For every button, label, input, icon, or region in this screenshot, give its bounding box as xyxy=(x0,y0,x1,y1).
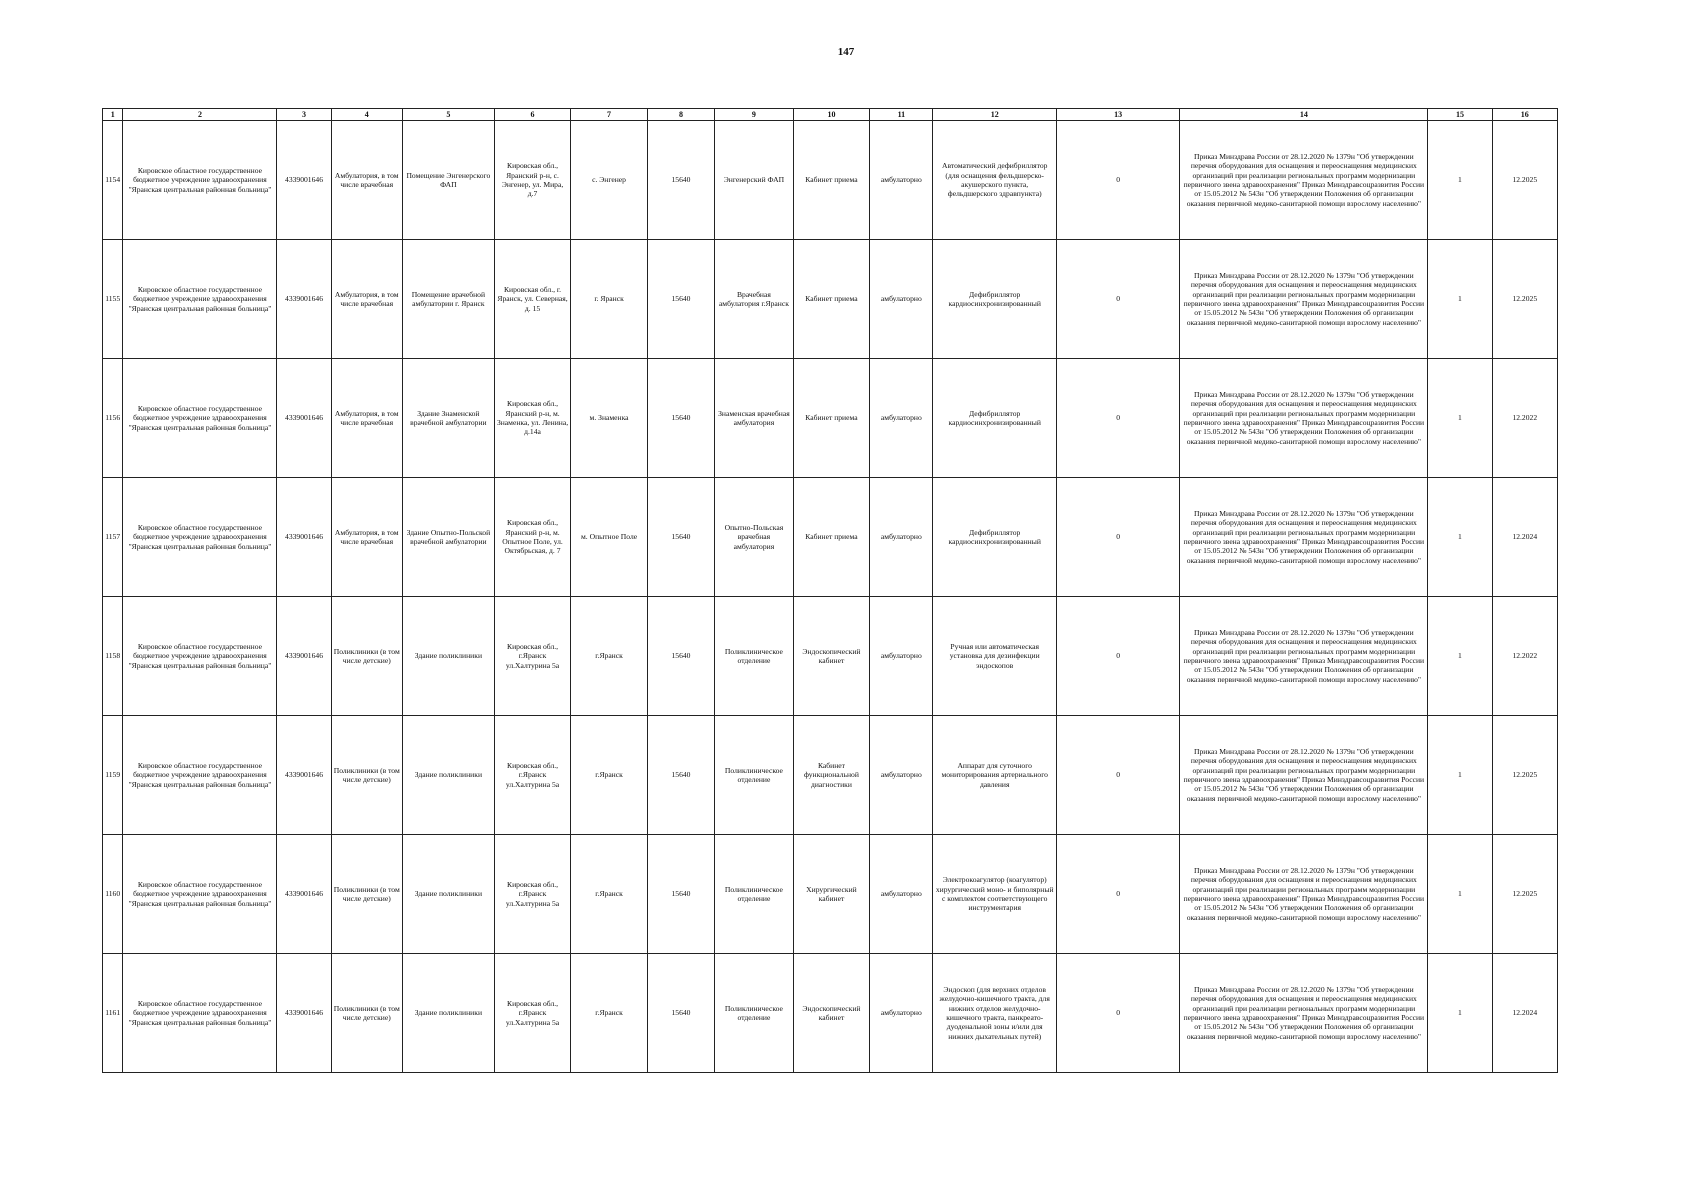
table-row xyxy=(103,478,1558,597)
building-name-cell: Здание поликлиники xyxy=(402,716,494,835)
quantity-cell: 0 xyxy=(1056,478,1179,597)
inn-cell: 4339001646 xyxy=(277,478,331,597)
table-row xyxy=(103,121,1558,240)
department-cell: Знаменская врачебная амбулатория xyxy=(715,359,794,478)
organization-name-cell: Кировское областное государственное бюджетное учреждение здравоохранения "Яранская центральная районная больница" xyxy=(123,954,277,1073)
row-number-cell: 1154 xyxy=(103,121,123,240)
address-cell: Кировская обл., г. Яранск, ул. Северная, д. 15 xyxy=(494,240,571,359)
column-number-header: 11 xyxy=(870,109,933,121)
building-name-cell: Здание поликлиники xyxy=(402,597,494,716)
row-number-cell: 1157 xyxy=(103,478,123,597)
needed-quantity-cell: 1 xyxy=(1428,240,1492,359)
equipment-name-cell: Дефибриллятор кардиосинхронизированный xyxy=(933,478,1056,597)
column-number-header: 9 xyxy=(715,109,794,121)
needed-quantity-cell: 1 xyxy=(1428,835,1492,954)
quantity-cell: 0 xyxy=(1056,359,1179,478)
inn-cell: 4339001646 xyxy=(277,240,331,359)
address-cell: Кировская обл., г.Яранск ул.Халтурина 5а xyxy=(494,716,571,835)
column-number-header: 6 xyxy=(494,109,571,121)
row-number-cell: 1160 xyxy=(103,835,123,954)
needed-quantity-cell: 1 xyxy=(1428,478,1492,597)
column-number-header: 14 xyxy=(1180,109,1428,121)
settlement-cell: г. Яранск xyxy=(571,240,648,359)
room-name-cell: Кабинет приема xyxy=(793,478,870,597)
address-cell: Кировская обл., г.Яранск ул.Халтурина 5а xyxy=(494,597,571,716)
address-cell: Кировская обл., Яранский р-н, м. Опытное Поле, ул. Октябрьская, д. 7 xyxy=(494,478,571,597)
inn-cell: 4339001646 xyxy=(277,597,331,716)
building-name-cell: Помещение врачебной амбулатории г. Яранск xyxy=(402,240,494,359)
regulatory-documents-cell: Приказ Минздрава России от 28.12.2020 № 1379н "Об утверждении перечня оборудования для оснащения и переоснащения медицинских организаций при реализации региональных программ модернизации первичного звена здравоохранения" Приказ Минздравсоцразвития России от 15.05.2012 № 543н "Об утверждении Положения об организации оказания первичной медико-санитарной помощи взрослому населению" xyxy=(1180,240,1428,359)
organization-name-cell: Кировское областное государственное бюджетное учреждение здравоохранения "Яранская центральная районная больница" xyxy=(123,716,277,835)
building-name-cell: Здание Знаменской врачебной амбулатории xyxy=(402,359,494,478)
facility-type-cell: Поликлиники (в том числе детские) xyxy=(331,954,402,1073)
facility-type-cell: Амбулатория, в том числе врачебная xyxy=(331,359,402,478)
row-number-cell: 1161 xyxy=(103,954,123,1073)
column-number-header: 1 xyxy=(103,109,123,121)
organization-name-cell: Кировское областное государственное бюджетное учреждение здравоохранения "Яранская центральная районная больница" xyxy=(123,240,277,359)
organization-name-cell: Кировское областное государственное бюджетное учреждение здравоохранения "Яранская центральная районная больница" xyxy=(123,478,277,597)
table-row xyxy=(103,359,1558,478)
due-date-cell: 12.2025 xyxy=(1492,240,1557,359)
row-number-cell: 1159 xyxy=(103,716,123,835)
organization-name-cell: Кировское областное государственное бюджетное учреждение здравоохранения "Яранская центральная районная больница" xyxy=(123,835,277,954)
column-number-header: 5 xyxy=(402,109,494,121)
equipment-name-cell: Дефибриллятор кардиосинхронизированный xyxy=(933,359,1056,478)
department-cell: Поликлиническое отделение xyxy=(715,716,794,835)
equipment-name-cell: Электрокоагулятор (коагулятор) хирургический моно- и биполярный с комплектом соответствующего инструментария xyxy=(933,835,1056,954)
due-date-cell: 12.2022 xyxy=(1492,597,1557,716)
quantity-cell: 0 xyxy=(1056,835,1179,954)
address-cell: Кировская обл., Яранский р-н, м. Знаменка, ул. Ленина, д.14а xyxy=(494,359,571,478)
needed-quantity-cell: 1 xyxy=(1428,121,1492,240)
regulatory-documents-cell: Приказ Минздрава России от 28.12.2020 № 1379н "Об утверждении перечня оборудования для оснащения и переоснащения медицинских организаций при реализации региональных программ модернизации первичного звена здравоохранения" Приказ Минздравсоцразвития России от 15.05.2012 № 543н "Об утверждении Положения об организации оказания первичной медико-санитарной помощи взрослому населению" xyxy=(1180,835,1428,954)
organization-name-cell: Кировское областное государственное бюджетное учреждение здравоохранения "Яранская центральная районная больница" xyxy=(123,597,277,716)
building-name-cell: Здание поликлиники xyxy=(402,954,494,1073)
table-row xyxy=(103,597,1558,716)
room-name-cell: Кабинет приема xyxy=(793,121,870,240)
address-cell: Кировская обл., Яранский р-н, с. Энгенер, ул. Мира, д.7 xyxy=(494,121,571,240)
page-number: 147 xyxy=(837,46,855,58)
settlement-code-cell: 15640 xyxy=(647,359,714,478)
department-cell: Энгенерский ФАП xyxy=(715,121,794,240)
table-row xyxy=(103,835,1558,954)
due-date-cell: 12.2024 xyxy=(1492,478,1557,597)
row-number-cell: 1155 xyxy=(103,240,123,359)
care-mode-cell: амбулаторно xyxy=(870,835,933,954)
inn-cell: 4339001646 xyxy=(277,716,331,835)
row-number-cell: 1158 xyxy=(103,597,123,716)
equipment-name-cell: Ручная или автоматическая установка для дезинфекции эндоскопов xyxy=(933,597,1056,716)
settlement-code-cell: 15640 xyxy=(647,835,714,954)
room-name-cell: Кабинет приема xyxy=(793,359,870,478)
column-number-header: 4 xyxy=(331,109,402,121)
column-number-header: 13 xyxy=(1056,109,1179,121)
address-cell: Кировская обл., г.Яранск ул.Халтурина 5а xyxy=(494,835,571,954)
column-number-header: 7 xyxy=(571,109,648,121)
due-date-cell: 12.2022 xyxy=(1492,359,1557,478)
facility-type-cell: Поликлиники (в том числе детские) xyxy=(331,716,402,835)
care-mode-cell: амбулаторно xyxy=(870,478,933,597)
care-mode-cell: амбулаторно xyxy=(870,597,933,716)
column-number-header: 8 xyxy=(647,109,714,121)
regulatory-documents-cell: Приказ Минздрава России от 28.12.2020 № 1379н "Об утверждении перечня оборудования для оснащения и переоснащения медицинских организаций при реализации региональных программ модернизации первичного звена здравоохранения" Приказ Минздравсоцразвития России от 15.05.2012 № 543н "Об утверждении Положения об организации оказания первичной медико-санитарной помощи взрослому населению" xyxy=(1180,359,1428,478)
due-date-cell: 12.2024 xyxy=(1492,954,1557,1073)
settlement-code-cell: 15640 xyxy=(647,478,714,597)
department-cell: Поликлиническое отделение xyxy=(715,597,794,716)
quantity-cell: 0 xyxy=(1056,240,1179,359)
equipment-name-cell: Автоматический дефибриллятор (для оснащения фельдшерско-акушерского пункта, фельдшерского здравпункта) xyxy=(933,121,1056,240)
care-mode-cell: амбулаторно xyxy=(870,121,933,240)
due-date-cell: 12.2025 xyxy=(1492,121,1557,240)
column-number-header: 3 xyxy=(277,109,331,121)
settlement-cell: г.Яранск xyxy=(571,835,648,954)
care-mode-cell: амбулаторно xyxy=(870,359,933,478)
regulatory-documents-cell: Приказ Минздрава России от 28.12.2020 № 1379н "Об утверждении перечня оборудования для оснащения и переоснащения медицинских организаций при реализации региональных программ модернизации первичного звена здравоохранения" Приказ Минздравсоцразвития России от 15.05.2012 № 543н "Об утверждении Положения об организации оказания первичной медико-санитарной помощи взрослому населению" xyxy=(1180,954,1428,1073)
table-row xyxy=(103,716,1558,835)
quantity-cell: 0 xyxy=(1056,954,1179,1073)
building-name-cell: Здание поликлиники xyxy=(402,835,494,954)
room-name-cell: Кабинет приема xyxy=(793,240,870,359)
room-name-cell: Хирургический кабинет xyxy=(793,835,870,954)
care-mode-cell: амбулаторно xyxy=(870,716,933,835)
care-mode-cell: амбулаторно xyxy=(870,240,933,359)
settlement-code-cell: 15640 xyxy=(647,954,714,1073)
quantity-cell: 0 xyxy=(1056,716,1179,835)
column-number-header: 15 xyxy=(1428,109,1492,121)
building-name-cell: Помещение Энгенерского ФАП xyxy=(402,121,494,240)
regulatory-documents-cell: Приказ Минздрава России от 28.12.2020 № 1379н "Об утверждении перечня оборудования для оснащения и переоснащения медицинских организаций при реализации региональных программ модернизации первичного звена здравоохранения" Приказ Минздравсоцразвития России от 15.05.2012 № 543н "Об утверждении Положения об организации оказания первичной медико-санитарной помощи взрослому населению" xyxy=(1180,597,1428,716)
settlement-cell: с. Энгенер xyxy=(571,121,648,240)
facility-type-cell: Поликлиники (в том числе детские) xyxy=(331,597,402,716)
department-cell: Поликлиническое отделение xyxy=(715,954,794,1073)
due-date-cell: 12.2025 xyxy=(1492,716,1557,835)
due-date-cell: 12.2025 xyxy=(1492,835,1557,954)
column-number-header: 12 xyxy=(933,109,1056,121)
needed-quantity-cell: 1 xyxy=(1428,716,1492,835)
building-name-cell: Здание Опытно-Польской врачебной амбулатории xyxy=(402,478,494,597)
needed-quantity-cell: 1 xyxy=(1428,597,1492,716)
facility-type-cell: Поликлиники (в том числе детские) xyxy=(331,835,402,954)
room-name-cell: Эндоскопический кабинет xyxy=(793,597,870,716)
inn-cell: 4339001646 xyxy=(277,835,331,954)
quantity-cell: 0 xyxy=(1056,597,1179,716)
department-cell: Опытно-Польская врачебная амбулатория xyxy=(715,478,794,597)
care-mode-cell: амбулаторно xyxy=(870,954,933,1073)
column-number-row xyxy=(103,109,1558,121)
room-name-cell: Эндоскопический кабинет xyxy=(793,954,870,1073)
equipment-name-cell: Эндоскоп (для верхних отделов желудочно-кишечного тракта, для нижних отделов желудочно-кишечного тракта, панкреато-дуоденальной зоны и/или для нижних дыхательных путей) xyxy=(933,954,1056,1073)
regulatory-documents-cell: Приказ Минздрава России от 28.12.2020 № 1379н "Об утверждении перечня оборудования для оснащения и переоснащения медицинских организаций при реализации региональных программ модернизации первичного звена здравоохранения" Приказ Минздравсоцразвития России от 15.05.2012 № 543н "Об утверждении Положения об организации оказания первичной медико-санитарной помощи взрослому населению" xyxy=(1180,121,1428,240)
row-number-cell: 1156 xyxy=(103,359,123,478)
settlement-code-cell: 15640 xyxy=(647,240,714,359)
quantity-cell: 0 xyxy=(1056,121,1179,240)
column-number-header: 10 xyxy=(793,109,870,121)
organization-name-cell: Кировское областное государственное бюджетное учреждение здравоохранения "Яранская центральная районная больница" xyxy=(123,121,277,240)
settlement-cell: г.Яранск xyxy=(571,597,648,716)
facility-type-cell: Амбулатория, в том числе врачебная xyxy=(331,478,402,597)
address-cell: Кировская обл., г.Яранск ул.Халтурина 5а xyxy=(494,954,571,1073)
facility-type-cell: Амбулатория, в том числе врачебная xyxy=(331,240,402,359)
organization-name-cell: Кировское областное государственное бюджетное учреждение здравоохранения "Яранская центральная районная больница" xyxy=(123,359,277,478)
equipment-register-table xyxy=(102,108,1558,1073)
department-cell: Поликлиническое отделение xyxy=(715,835,794,954)
table-row xyxy=(103,240,1558,359)
regulatory-documents-cell: Приказ Минздрава России от 28.12.2020 № 1379н "Об утверждении перечня оборудования для оснащения и переоснащения медицинских организаций при реализации региональных программ модернизации первичного звена здравоохранения" Приказ Минздравсоцразвития России от 15.05.2012 № 543н "Об утверждении Положения об организации оказания первичной медико-санитарной помощи взрослому населению" xyxy=(1180,478,1428,597)
settlement-code-cell: 15640 xyxy=(647,121,714,240)
equipment-name-cell: Аппарат для суточного мониторирования артериального давления xyxy=(933,716,1056,835)
facility-type-cell: Амбулатория, в том числе врачебная xyxy=(331,121,402,240)
column-number-header: 16 xyxy=(1492,109,1557,121)
settlement-code-cell: 15640 xyxy=(647,716,714,835)
room-name-cell: Кабинет функциональной диагностики xyxy=(793,716,870,835)
department-cell: Врачебная амбулатория г.Яранск xyxy=(715,240,794,359)
needed-quantity-cell: 1 xyxy=(1428,954,1492,1073)
table-row xyxy=(103,954,1558,1073)
inn-cell: 4339001646 xyxy=(277,954,331,1073)
regulatory-documents-cell: Приказ Минздрава России от 28.12.2020 № 1379н "Об утверждении перечня оборудования для оснащения и переоснащения медицинских организаций при реализации региональных программ модернизации первичного звена здравоохранения" Приказ Минздравсоцразвития России от 15.05.2012 № 543н "Об утверждении Положения об организации оказания первичной медико-санитарной помощи взрослому населению" xyxy=(1180,716,1428,835)
inn-cell: 4339001646 xyxy=(277,359,331,478)
settlement-cell: м. Знаменка xyxy=(571,359,648,478)
equipment-name-cell: Дефибриллятор кардиосинхронизированный xyxy=(933,240,1056,359)
column-number-header: 2 xyxy=(123,109,277,121)
inn-cell: 4339001646 xyxy=(277,121,331,240)
needed-quantity-cell: 1 xyxy=(1428,359,1492,478)
settlement-code-cell: 15640 xyxy=(647,597,714,716)
settlement-cell: г.Яранск xyxy=(571,716,648,835)
settlement-cell: г.Яранск xyxy=(571,954,648,1073)
settlement-cell: м. Опытное Поле xyxy=(571,478,648,597)
